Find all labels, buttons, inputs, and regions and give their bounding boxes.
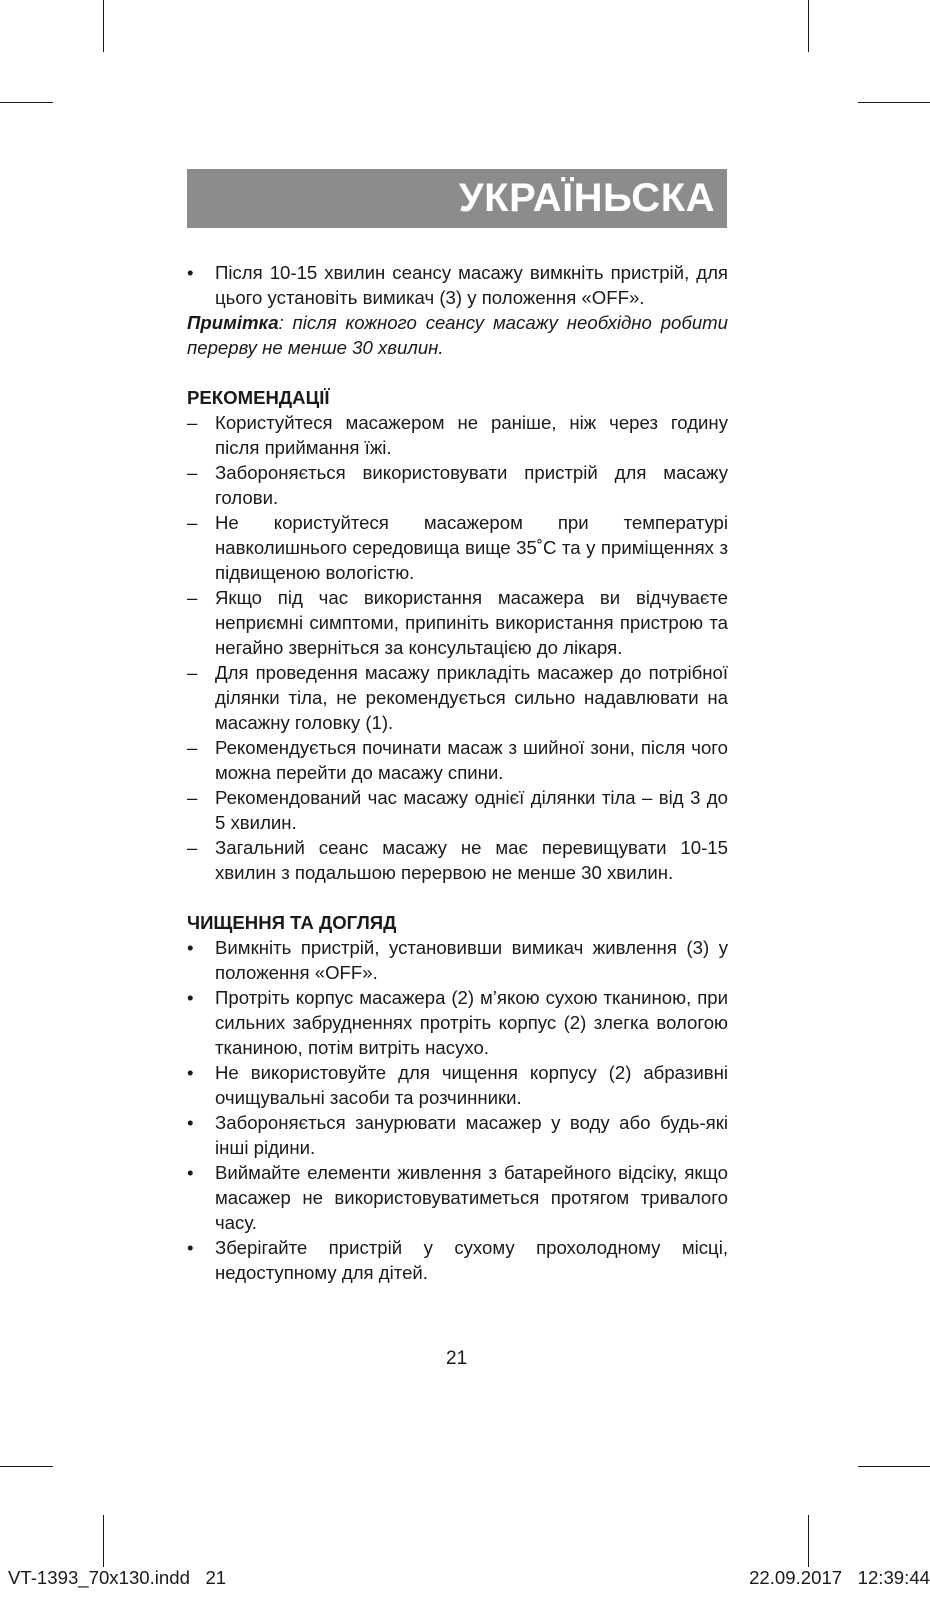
list-item-text: Не використовуйте для чищення корпусу (2) абразивні очищувальні засоби та розчинники.	[215, 1062, 728, 1108]
note-text: : після кожного сеансу масажу необхідно робити перерву не менше 30 хвилин.	[187, 312, 728, 358]
dash-marker: –	[187, 837, 198, 858]
bullet-marker: •	[187, 987, 194, 1008]
dash-marker: –	[187, 412, 198, 433]
page-title: УКРАЇНЬСКА	[458, 176, 715, 220]
bullet-marker: •	[187, 1237, 194, 1258]
list-item	[187, 785, 728, 835]
crop-mark	[858, 1466, 930, 1467]
list-item-text: Забороняється використовувати пристрій для масажу голови.	[215, 462, 728, 508]
dash-marker: –	[187, 787, 198, 808]
list-item-text: Загальний сеанс масажу не має перевищувати 10-15 хвилин з подальшою перервою не менше 30 хвилин.	[215, 837, 728, 883]
dash-marker: –	[187, 587, 198, 608]
intro-bullet	[187, 260, 728, 310]
list-item-text: Для проведення масажу прикладіть масажер до потрібної ділянки тіла, не рекомендується сильно надавлювати на масажну головку (1).	[215, 662, 728, 733]
dash-marker: –	[187, 512, 198, 533]
list-item-text: Забороняється занурювати масажер у воду або будь-які інші рідини.	[215, 1112, 728, 1158]
list-item	[187, 1235, 728, 1285]
language-banner	[187, 169, 727, 228]
list-item-text: Протріть корпус масажера (2) м’якою сухою тканиною, при сильних забрудненнях протріть корпус (2) злегка вологою тканиною, потім витріть насухо.	[215, 987, 728, 1058]
list-item-text: Рекомендується починати масаж з шийної зони, після чого можна перейти до масажу спини.	[215, 737, 728, 783]
crop-mark	[0, 102, 53, 103]
bullet-marker: •	[187, 262, 194, 283]
crop-mark	[808, 1515, 809, 1567]
note-label: Примітка	[187, 312, 279, 333]
bullet-marker: •	[187, 937, 194, 958]
crop-mark	[858, 102, 930, 103]
list-item-text: Якщо під час використання масажера ви відчуваєте неприємні симптоми, припиніть використання пристрою та негайно зверніться за консультацією до лікаря.	[215, 587, 728, 658]
list-item	[187, 510, 728, 585]
list-item	[187, 985, 728, 1060]
bullet-marker: •	[187, 1062, 194, 1083]
list-item-text: Виймайте елементи живлення з батарейного відсіку, якщо масажер не використовуватиметься протягом тривалого часу.	[215, 1162, 728, 1233]
bullet-marker: •	[187, 1112, 194, 1133]
list-item	[187, 835, 728, 885]
print-slug-date: 22.09.2017 12:39:44	[749, 1567, 930, 1588]
crop-mark	[808, 0, 809, 52]
list-item-text: Зберігайте пристрій у сухому прохолодному місці, недоступному для дітей.	[215, 1237, 728, 1283]
list-item	[187, 1160, 728, 1235]
crop-mark	[103, 0, 104, 52]
list-item-text: Рекомендований час масажу однієї ділянки тіла – від 3 до 5 хвилин.	[215, 787, 728, 833]
list-item	[187, 410, 728, 460]
dash-marker: –	[187, 462, 198, 483]
note	[187, 310, 728, 360]
list-item	[187, 1110, 728, 1160]
list-item-text: Користуйтеся масажером не раніше, ніж через годину після приймання їжі.	[215, 412, 728, 458]
recommendations-heading: РЕКОМЕНДАЦІЇ	[187, 387, 330, 408]
page-number: 21	[446, 1348, 468, 1369]
list-item	[187, 660, 728, 735]
cleaning-list	[187, 935, 728, 1285]
manual-content	[187, 260, 728, 1285]
crop-mark	[0, 1466, 53, 1467]
list-item	[187, 585, 728, 660]
list-item	[187, 460, 728, 510]
cleaning-heading: ЧИЩЕННЯ ТА ДОГЛЯД	[187, 912, 397, 933]
dash-marker: –	[187, 662, 198, 683]
intro-bullet-text: Після 10-15 хвилин сеансу масажу вимкніть пристрій, для цього установіть вимикач (3) у положення «OFF».	[215, 262, 728, 308]
crop-mark	[103, 1515, 104, 1567]
recommendations-list	[187, 410, 728, 885]
list-item	[187, 735, 728, 785]
dash-marker: –	[187, 737, 198, 758]
list-item	[187, 935, 728, 985]
bullet-marker: •	[187, 1162, 194, 1183]
list-item	[187, 1060, 728, 1110]
list-item-text: Вимкніть пристрій, установивши вимикач живлення (3) у положення «OFF».	[215, 937, 728, 983]
print-slug-file: VT-1393_70x130.indd 21	[8, 1567, 227, 1588]
list-item-text: Не користуйтеся масажером при температурі навколишнього середовища вище 35˚С та у приміщеннях з підвищеною вологістю.	[215, 512, 728, 583]
